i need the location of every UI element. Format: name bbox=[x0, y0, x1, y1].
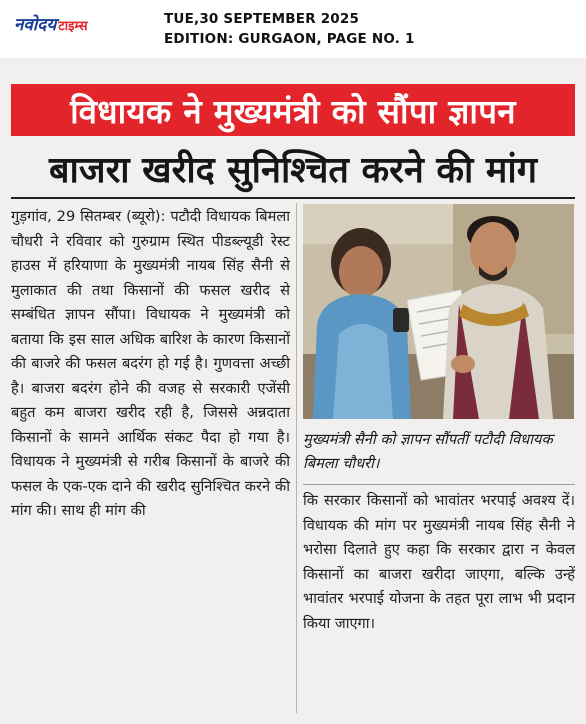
logo-sub-text: टाइम्स bbox=[58, 19, 88, 34]
article-body-right bbox=[303, 489, 575, 636]
headline-divider bbox=[11, 197, 575, 199]
masthead-bar bbox=[0, 0, 586, 58]
edition-page: EDITION: GURGAON, PAGE NO. 1 bbox=[164, 31, 415, 47]
headline-kicker: विधायक ने मुख्यमंत्री को सौंपा ज्ञापन bbox=[11, 84, 575, 136]
photo-caption: मुख्यमंत्री सैनी को ज्ञापन सौंपतीं पटौदी विधायक बिमला चौधरी। bbox=[303, 431, 553, 472]
edition-info bbox=[164, 9, 415, 49]
news-photo bbox=[303, 204, 574, 419]
caption-divider bbox=[303, 484, 575, 485]
column-divider bbox=[296, 203, 297, 713]
photo-illustration bbox=[303, 204, 574, 419]
article-body-left bbox=[11, 205, 290, 524]
body-left-text: गुड़गांव, 29 सितम्बर (ब्यूरो): पटौदी विधायक बिमला चौधरी ने रविवार को गुरुग्राम स्थित पीडब्ल्यूडी रेस्ट हाउस में हरियाणा के मुख्यमंत्री नायब सिंह सैनी से मुलाकात की तथा किसानों की फसल खरीद से सम्बंधित ज्ञापन सौंपा। विधायक ने मुख्यमंत्री को बताया कि इस साल अधिक बारिश के कारण किसानों की बाजरे की फसल बदरंग हो गई है। गुणवत्ता अच्छी है। बाजरा बदरंग होने की वजह से सरकारी एजेंसी बहुत कम बाजरा खरीद रही है, जिससे अन्नदाता किसानों के सामने आर्थिक संकट पैदा हो गया है। विधायक ने मुख्यमंत्री से गरीब किसानों के बाजरे की फसल के एक-एक दाने की खरीद सुनिश्चित करने की मांग की। साथ ही मांग की bbox=[11, 208, 290, 519]
logo-main-text: नवोदय bbox=[14, 15, 57, 35]
publication-date: TUE,30 SEPTEMBER 2025 bbox=[164, 11, 360, 27]
body-right-text: कि सरकार किसानों को भावांतर भरपाई अवश्य दें। विधायक की मांग पर मुख्यमंत्री नायब सिंह सैनी ने भरोसा दिलाते हुए कहा कि सरकार द्वारा न केवल किसानों का बाजरा खरीदा जाएगा, बल्कि उन्हें भावांतर भरपाई योजना के तहत पूरा लाभ भी प्रदान किया जाएगा। bbox=[303, 492, 575, 632]
headline-main: बाजरा खरीद सुनिश्चित करने की मांग bbox=[48, 149, 537, 191]
newspaper-logo[interactable] bbox=[14, 12, 88, 34]
